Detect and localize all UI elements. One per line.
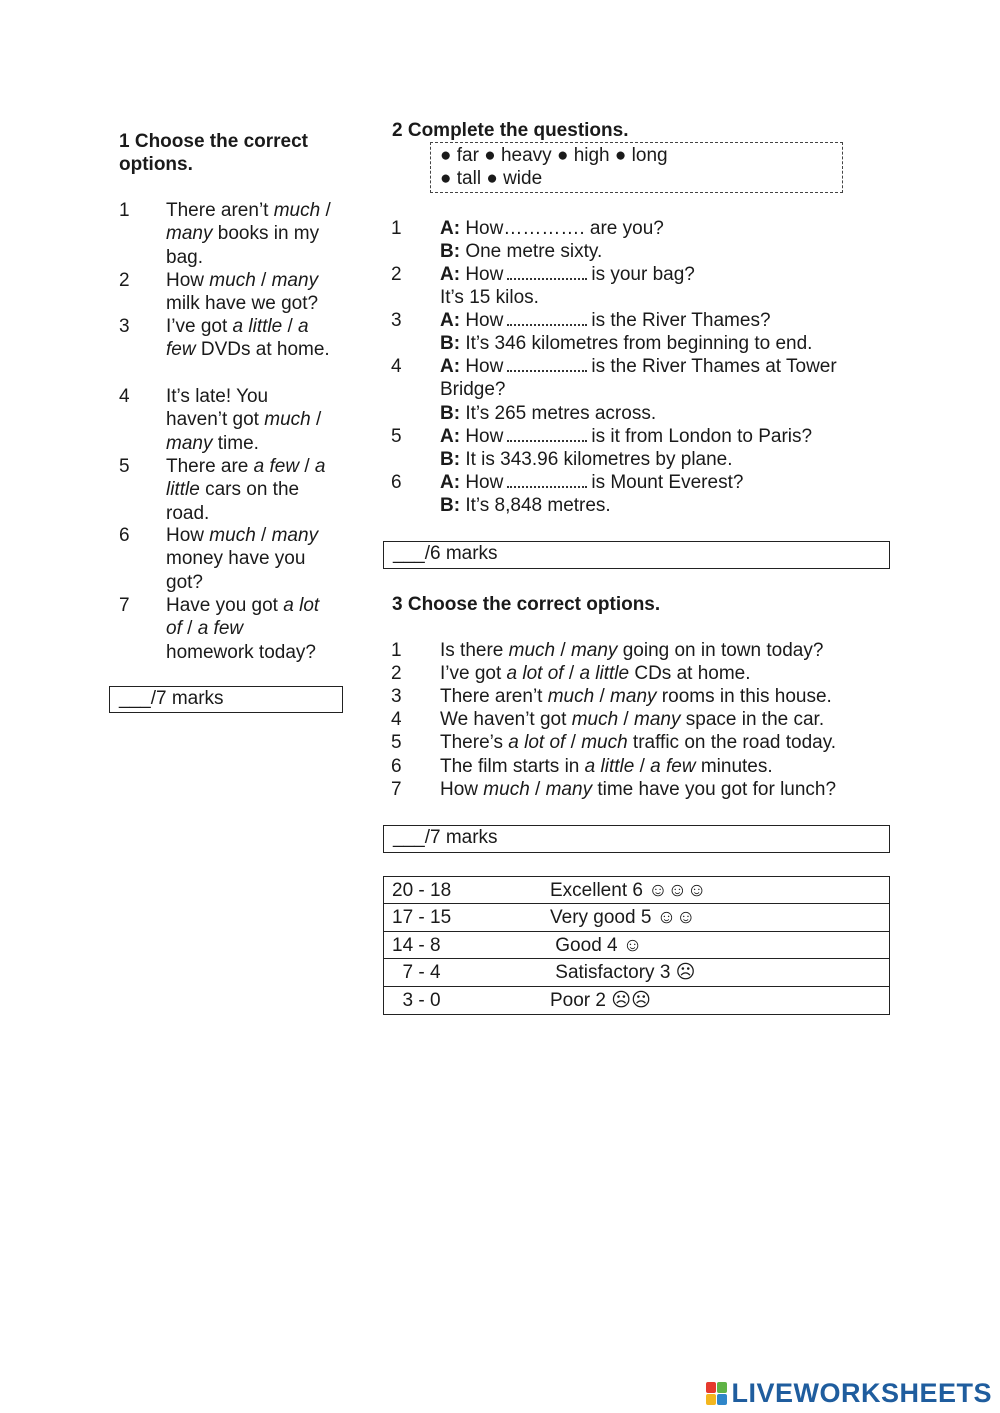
score-row xyxy=(384,959,889,986)
item-text[interactable]: There aren’t much / many books in my bag. xyxy=(166,200,331,268)
item-number: 3 xyxy=(391,310,402,331)
score-grade: Poor 2 ☹☹ xyxy=(550,989,651,1011)
section1-item xyxy=(119,455,334,525)
section3-item xyxy=(391,662,890,685)
section1-marks[interactable]: ___/7 marks xyxy=(109,686,343,713)
section2-item xyxy=(391,425,880,472)
item-text[interactable]: The film starts in a little / a few minutes. xyxy=(440,755,773,777)
item-text[interactable]: Have you got a lot of / a few homework today? xyxy=(166,595,320,663)
item-text[interactable]: I’ve got a little / a few DVDs at home. xyxy=(166,316,330,361)
item-text[interactable]: It’s late! You haven’t got much / many time. xyxy=(166,386,322,454)
item-number: 5 xyxy=(119,456,130,477)
score-grade: Excellent 6 ☺☺☺ xyxy=(550,880,707,901)
answer-line: B: One metre sixty. xyxy=(440,241,603,263)
item-text[interactable]: There are a few / a little cars on the road. xyxy=(166,456,326,524)
score-row xyxy=(384,904,889,931)
item-number: 6 xyxy=(391,472,402,493)
item-number: 3 xyxy=(391,686,402,708)
section2-item xyxy=(391,355,880,425)
liveworksheets-logo xyxy=(706,1378,992,1409)
item-number: 3 xyxy=(119,316,130,337)
item-number: 4 xyxy=(119,386,130,407)
item-number: 1 xyxy=(391,218,402,239)
item-number: 2 xyxy=(119,270,130,291)
answer-blank[interactable] xyxy=(507,426,587,442)
score-grade: Satisfactory 3 ☹ xyxy=(550,962,696,984)
score-range: 20 - 18 xyxy=(392,880,452,901)
question-line: A: How is Mount Everest? xyxy=(440,472,744,493)
question-line: A: How is the River Thames at Tower xyxy=(440,356,837,377)
section1-item xyxy=(119,524,334,594)
score-grade: Good 4 ☺ xyxy=(550,934,643,956)
item-number: 2 xyxy=(391,663,402,685)
item-number: 2 xyxy=(391,264,402,285)
score-range: 14 - 8 xyxy=(392,934,441,956)
question-line: A: How is your bag? xyxy=(440,264,695,285)
item-text[interactable]: How much / many time have you got for lunch? xyxy=(440,778,837,800)
item-number: 7 xyxy=(391,778,402,800)
section1-item xyxy=(119,315,334,362)
item-number: 1 xyxy=(119,200,130,221)
section3-item xyxy=(391,708,890,731)
item-number: 5 xyxy=(391,426,402,447)
section3-marks[interactable]: ___/7 marks xyxy=(383,825,890,853)
answer-blank[interactable] xyxy=(507,310,587,326)
section3-item xyxy=(391,639,890,662)
section3-title: 3 Choose the correct options. xyxy=(392,594,661,615)
section3-item xyxy=(391,778,890,801)
item-number: 4 xyxy=(391,709,402,731)
item-number: 5 xyxy=(391,732,402,754)
section2-title: 2 Complete the questions. xyxy=(392,120,629,141)
answer-line: B: It’s 346 kilometres from beginning to end. xyxy=(440,333,813,355)
item-text[interactable]: How much / many money have you got? xyxy=(166,525,319,593)
section1-title: 1 Choose the correct options. xyxy=(119,131,308,175)
answer-blank[interactable] xyxy=(507,472,587,488)
item-number: 6 xyxy=(119,525,130,546)
answer-line: B: It’s 8,848 metres. xyxy=(440,495,611,517)
logo-squares-icon xyxy=(706,1382,728,1406)
answer-blank[interactable] xyxy=(507,264,587,280)
answer-line: It’s 15 kilos. xyxy=(440,287,539,309)
score-row xyxy=(384,877,889,904)
score-range: 17 - 15 xyxy=(392,907,452,929)
section1-item xyxy=(119,269,334,316)
answer-line: B: It is 343.96 kilometres by plane. xyxy=(440,449,733,471)
item-number: 7 xyxy=(119,595,130,616)
score-table xyxy=(383,876,890,1015)
score-range: 7 - 4 xyxy=(392,962,441,984)
section1-item xyxy=(119,385,334,455)
item-text[interactable]: We haven’t got much / many space in the car. xyxy=(440,709,825,731)
item-text[interactable]: Is there much / many going on in town today? xyxy=(440,640,824,661)
question-line: A: How is it from London to Paris? xyxy=(440,426,813,447)
item-number: 6 xyxy=(391,755,402,777)
section1-item xyxy=(119,594,334,664)
item-text[interactable]: How much / many milk have we got? xyxy=(166,270,319,315)
word-box xyxy=(430,142,843,193)
score-range: 3 - 0 xyxy=(392,989,441,1011)
item-number: 1 xyxy=(391,640,402,661)
section3-item xyxy=(391,755,890,778)
section3-item xyxy=(391,731,890,754)
section1-item xyxy=(119,199,334,269)
word-box-line-2: ● tall ● wide xyxy=(440,168,543,189)
section2-item xyxy=(391,217,880,264)
question-line: A: How is the River Thames? xyxy=(440,310,771,331)
answer-line: B: It’s 265 metres across. xyxy=(440,402,657,424)
section2-item xyxy=(391,263,880,310)
score-grade: Very good 5 ☺☺ xyxy=(550,907,696,929)
score-row xyxy=(384,987,889,1014)
section2-item xyxy=(391,309,880,356)
logo-text: LIVEWORKSHEETS xyxy=(731,1378,992,1408)
section3-item xyxy=(391,685,890,708)
word-box-line-1: ● far ● heavy ● high ● long xyxy=(440,145,668,166)
item-text[interactable]: I’ve got a lot of / a little CDs at home. xyxy=(440,663,751,685)
item-text[interactable]: There aren’t much / many rooms in this house. xyxy=(440,686,832,708)
item-text[interactable]: There’s a lot of / much traffic on the road today. xyxy=(440,732,837,754)
question-line: A: How…………. are you? xyxy=(440,218,664,239)
section2-item xyxy=(391,471,880,518)
answer-blank[interactable] xyxy=(507,356,587,372)
score-row xyxy=(384,932,889,959)
question-line-cont: Bridge? xyxy=(440,379,506,401)
item-number: 4 xyxy=(391,356,402,377)
section2-marks[interactable]: ___/6 marks xyxy=(383,541,890,569)
